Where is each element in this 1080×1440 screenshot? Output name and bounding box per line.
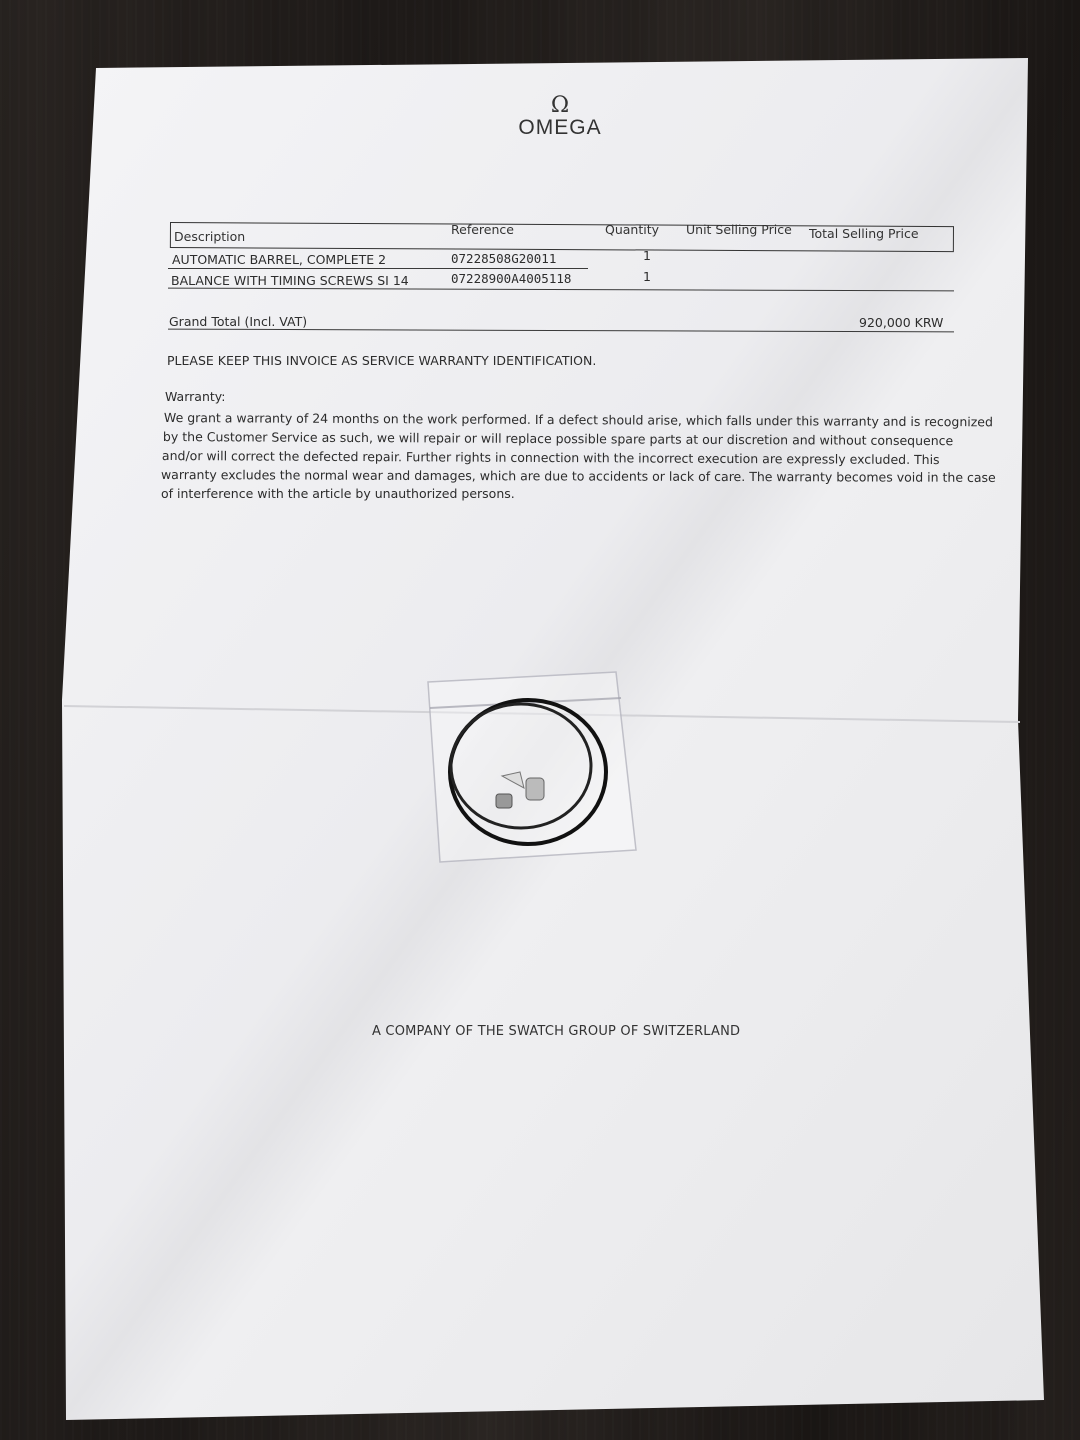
brand-name: OMEGA bbox=[518, 116, 602, 139]
row-1-quantity: 1 bbox=[643, 248, 651, 263]
company-footer: A COMPANY OF THE SWATCH GROUP OF SWITZERLAND bbox=[372, 1024, 741, 1039]
row-1-reference: 07228508G20011 bbox=[451, 251, 557, 266]
row-2-reference: 07228900A4005118 bbox=[451, 271, 572, 286]
header-description: Description bbox=[174, 229, 246, 244]
row-2-quantity: 1 bbox=[643, 269, 651, 284]
row-2-description: BALANCE WITH TIMING SCREWS SI 14 bbox=[171, 273, 409, 288]
warranty-line: by the Customer Service as such, we will repair or will replace possible spare parts at our discretion and without consequence bbox=[162, 429, 954, 449]
row-divider bbox=[168, 268, 588, 269]
warranty-line: and/or will correct the defected repair. Further rights in connection with the incorrect execution are expressly excluded. This bbox=[161, 448, 940, 468]
header-total-price: Total Selling Price bbox=[809, 226, 919, 241]
warranty-title: Warranty: bbox=[165, 389, 226, 404]
service-notice: PLEASE KEEP THIS INVOICE AS SERVICE WARRANTY IDENTIFICATION. bbox=[167, 353, 597, 368]
warranty-line: warranty excludes the normal wear and damages, which are due to accidents or lack of care. The warranty becomes void in the case bbox=[160, 467, 996, 485]
grand-total-label: Grand Total (Incl. VAT) bbox=[169, 314, 308, 329]
warranty-line: We grant a warranty of 24 months on the work performed. If a defect should arise, which falls under this warranty and is recognized bbox=[163, 410, 993, 430]
omega-logo bbox=[500, 93, 620, 140]
header-unit-price: Unit Selling Price bbox=[686, 222, 792, 237]
header-reference: Reference bbox=[451, 222, 514, 237]
header-quantity: Quantity bbox=[605, 222, 660, 237]
grand-total-underline bbox=[168, 329, 954, 333]
grand-total-value: 920,000 KRW bbox=[859, 315, 944, 330]
omega-symbol-icon: Ω bbox=[550, 93, 570, 118]
spare-parts-bag bbox=[416, 668, 638, 864]
table-bottom-line bbox=[168, 288, 954, 292]
warranty-line: of interference with the article by unauthorized persons. bbox=[161, 486, 515, 501]
row-1-description: AUTOMATIC BARREL, COMPLETE 2 bbox=[172, 252, 387, 267]
